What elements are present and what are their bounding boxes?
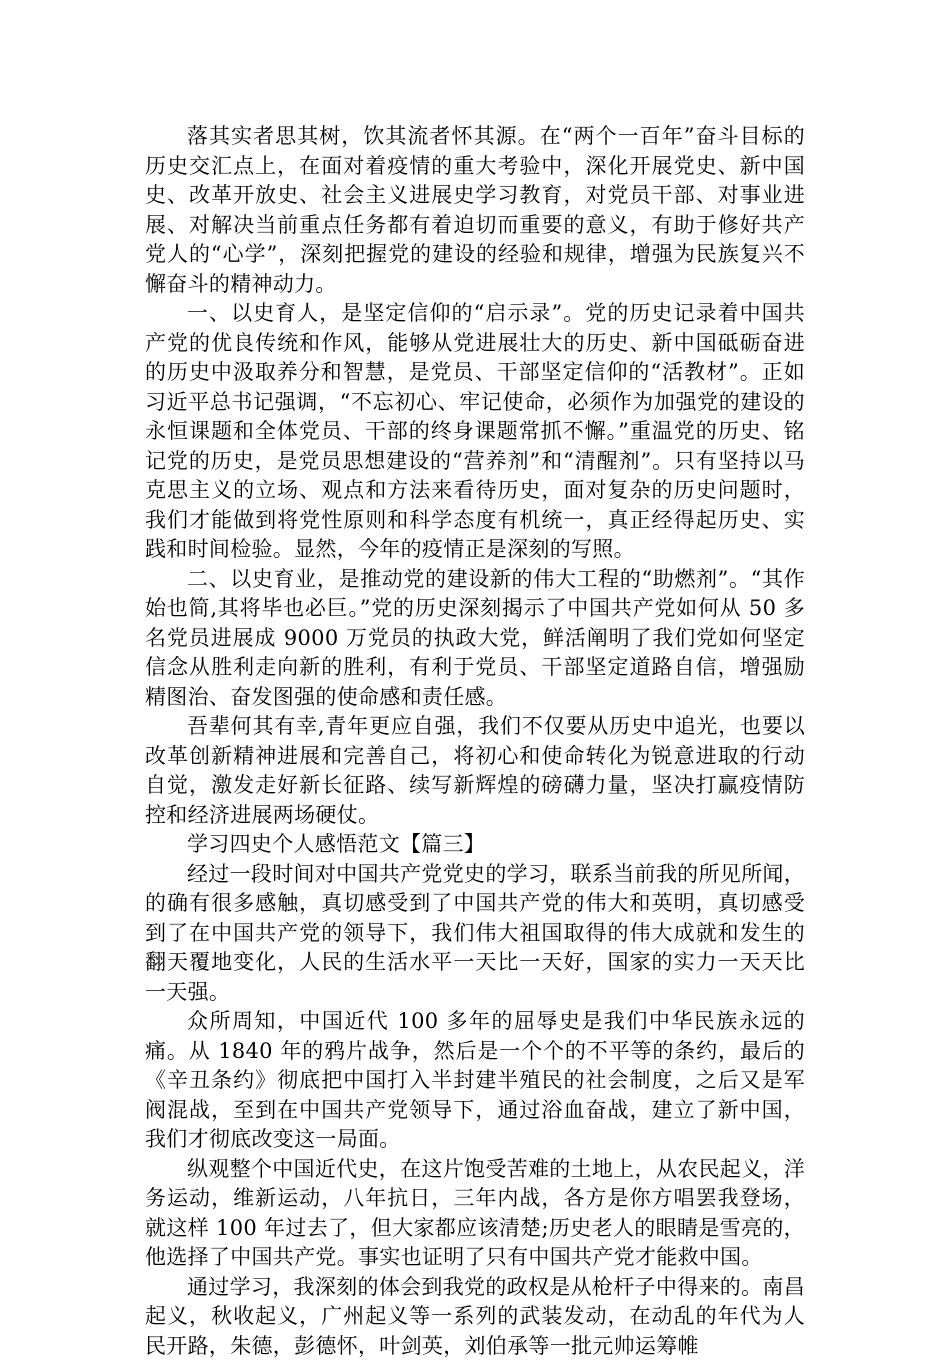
paragraph-youth: 吾辈何其有幸,青年更应自强，我们不仅要从历史中追光，也要以改革创新精神进展和完善自己，将初心和使命转化为锐意进取的行动自觉，激发走好新长征路、续写新辉煌的磅礴力量，坚决打赢疫情防控和经济进展两场硬仗。 [145, 712, 805, 830]
section-heading: 学习四史个人感悟范文【篇三】 [145, 830, 805, 860]
paragraph-overview: 纵观整个中国近代史，在这片饱受苦难的土地上，从农民起义，洋务运动，维新运动，八年抗日，三年内战，各方是你方唱罢我登场，就这样 100 年过去了，但大家都应该清楚;历史老人的眼睛是雪亮的，他选择了中国共产党。事实也证明了只有中国共产党才能救中国。 [145, 1155, 805, 1273]
paragraph-intro: 落其实者思其树，饮其流者怀其源。在“两个一百年”奋斗目标的历史交汇点上，在面对着疫情的重大考验中，深化开展党史、新中国史、改革开放史、社会主义进展史学习教育，对党员干部、对事业进展、对解决当前重点任务都有着迫切而重要的意义，有助于修好共产党人的“心学”，深刻把握党的建设的经验和规律，增强为民族复兴不懈奋斗的精神动力。 [145, 122, 805, 299]
paragraph-section-one: 一、以史育人，是坚定信仰的“启示录”。党的历史记录着中国共产党的优良传统和作风，能够从党进展壮大的历史、新中国砥砺奋进的历史中汲取养分和智慧，是党员、干部坚定信仰的“活教材”。正如习近平总书记强调，“不忘初心、牢记使命，必须作为加强党的建设的永恒课题和全体党员、干部的终身课题常抓不懈。”重温党的历史、铭记党的历史，是党员思想建设的“营养剂”和“清醒剂”。只有坚持以马克思主义的立场、观点和方法来看待历史，面对复杂的历史问题时，我们才能做到将党性原则和科学态度有机统一，真正经得起历史、实践和时间检验。显然，今年的疫情正是深刻的写照。 [145, 299, 805, 565]
document-body [145, 122, 805, 1361]
paragraph-learning: 通过学习，我深刻的体会到我党的政权是从枪杆子中得来的。南昌起义，秋收起义，广州起义等一系列的武装发动，在动乱的年代为人民开路，朱德，彭德怀，叶剑英，刘伯承等一批元帅运筹帷 [145, 1273, 805, 1361]
paragraph-study-feelings: 经过一段时间对中国共产党党史的学习，联系当前我的所见所闻，的确有很多感触，真切感受到了中国共产党的伟大和英明，真切感受到了在中国共产党的领导下，我们伟大祖国取得的伟大成就和发生的翻天覆地变化，人民的生活水平一天比一天好，国家的实力一天天比一天强。 [145, 860, 805, 1008]
paragraph-modern-history: 众所周知，中国近代 100 多年的屈辱史是我们中华民族永远的痛。从 1840 年的鸦片战争，然后是一个个的不平等的条约，最后的《辛丑条约》彻底把中国打入半封建半殖民的社会制度，之后又是军阀混战，至到在中国共产党领导下，通过浴血奋战，建立了新中国，我们才彻底改变这一局面。 [145, 1007, 805, 1155]
paragraph-section-two: 二、以史育业，是推动党的建设新的伟大工程的“助燃剂”。“其作始也简,其将毕也必巨。”党的历史深刻揭示了中国共产党如何从 50 多名党员进展成 9000 万党员的执政大党，鲜活阐明了我们党如何坚定信念从胜利走向新的胜利，有利于党员、干部坚定道路自信，增强励精图治、奋发图强的使命感和责任感。 [145, 565, 805, 713]
